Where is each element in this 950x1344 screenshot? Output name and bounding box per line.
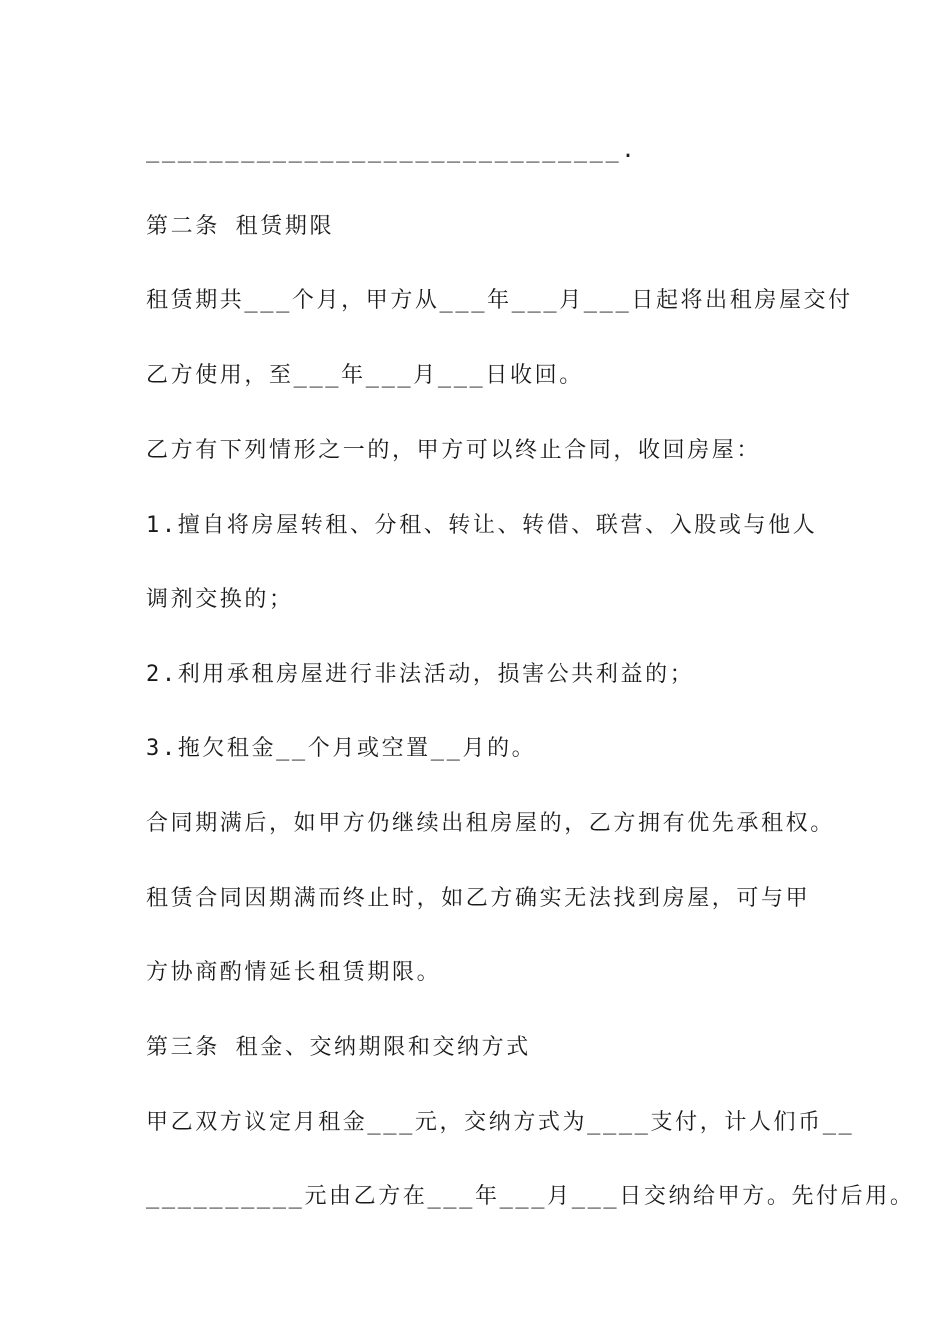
blank-line: ______________________________.: [146, 138, 638, 163]
extension-line-1: 租赁合同因期满而终止时，如乙方确实无法找到房屋，可与甲: [146, 886, 811, 911]
lease-term-line-2: 乙方使用，至___年___月___日收回。: [146, 363, 584, 388]
rent-line-2: __________元由乙方在___年___月___日交纳给甲方。先付后用。: [146, 1184, 915, 1209]
article-3-heading: 第三条 租金、交纳期限和交纳方式: [146, 1035, 531, 1060]
article-2-heading: 第二条 租赁期限: [146, 214, 335, 239]
termination-item-1-line-2: 调剂交换的；: [146, 587, 294, 612]
extension-line-2: 方协商酌情延长租赁期限。: [146, 960, 442, 985]
rent-line-1: 甲乙双方议定月租金___元，交纳方式为____支付，计人们币__: [146, 1110, 855, 1135]
termination-item-3: 3.拖欠租金__个月或空置__月的。: [146, 736, 537, 761]
termination-item-2: 2.利用承租房屋进行非法活动，损害公共利益的；: [146, 662, 695, 687]
lease-term-line-1: 租赁期共___个月，甲方从___年___月___日起将出租房屋交付: [146, 288, 853, 313]
termination-item-1-line-1: 1.擅自将房屋转租、分租、转让、转借、联营、入股或与他人: [146, 513, 818, 538]
termination-intro: 乙方有下列情形之一的，甲方可以终止合同，收回房屋：: [146, 438, 762, 463]
renewal-priority: 合同期满后，如甲方仍继续出租房屋的，乙方拥有优先承租权。: [146, 811, 835, 836]
